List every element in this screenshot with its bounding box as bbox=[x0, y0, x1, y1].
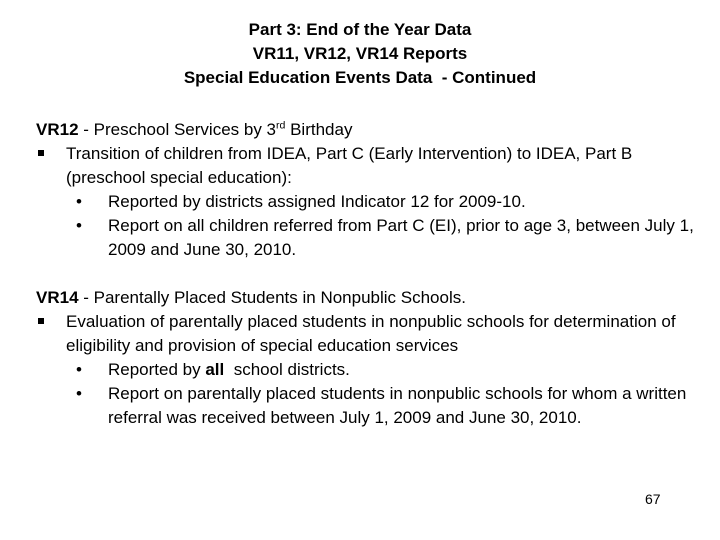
bullet-text: Transition of children from IDEA, Part C (Early Intervention) to IDEA, Part B (preschool special education): bbox=[66, 144, 637, 187]
section-code-vr12: VR12 bbox=[36, 120, 79, 139]
bullet-text-pre: Reported by bbox=[108, 360, 206, 379]
bullet-vr12-1b bbox=[36, 214, 702, 262]
round-bullet-icon: • bbox=[76, 360, 82, 379]
title-line-2: VR11, VR12, VR14 Reports bbox=[252, 44, 468, 63]
title-line-3: Special Education Events Data - Continued bbox=[183, 68, 537, 87]
bullet-text: Report on parentally placed students in nonpublic schools for whom a written referral was received between July 1, 2009 and June 30, 2010. bbox=[108, 384, 692, 427]
section-heading-rest-vr12: - Preschool Services by 3 bbox=[78, 120, 276, 139]
bullet-vr12-1 bbox=[36, 142, 702, 190]
section-code-vr14: VR14 bbox=[36, 288, 79, 307]
round-bullet-icon: • bbox=[76, 192, 82, 211]
section-heading-tail-vr12: Birthday bbox=[285, 120, 353, 139]
slide-body bbox=[36, 118, 702, 430]
slide-title bbox=[36, 18, 684, 90]
round-bullet-icon: • bbox=[76, 216, 82, 235]
section-spacer bbox=[36, 262, 702, 286]
section-heading-sup-vr12: rd bbox=[276, 119, 286, 132]
bullet-vr14-1b bbox=[36, 382, 702, 430]
bullet-text: Evaluation of parentally placed students in nonpublic schools for determination of eligibility and provision of special education services bbox=[66, 312, 681, 355]
bullet-text: Reported by districts assigned Indicator 12 for 2009-10. bbox=[108, 192, 526, 211]
bullet-text-emphasis: all bbox=[205, 360, 225, 379]
section-heading-rest-vr14: - Parentally Placed Students in Nonpublic Schools. bbox=[78, 288, 466, 307]
section-heading-vr12 bbox=[36, 118, 702, 142]
square-bullet-icon bbox=[38, 142, 44, 166]
bullet-vr14-1 bbox=[36, 310, 702, 358]
page-number: 67 bbox=[645, 491, 661, 507]
bullet-vr12-1a bbox=[36, 190, 702, 214]
square-bullet-icon bbox=[38, 310, 44, 334]
bullet-text-post: school districts. bbox=[224, 360, 350, 379]
bullet-text: Report on all children referred from Part C (EI), prior to age 3, between July 1, 2009 and June 30, 2010. bbox=[108, 216, 699, 259]
bullet-vr14-1a bbox=[36, 358, 702, 382]
section-heading-vr14 bbox=[36, 286, 702, 310]
round-bullet-icon: • bbox=[76, 384, 82, 403]
title-line-1: Part 3: End of the Year Data bbox=[248, 20, 472, 39]
